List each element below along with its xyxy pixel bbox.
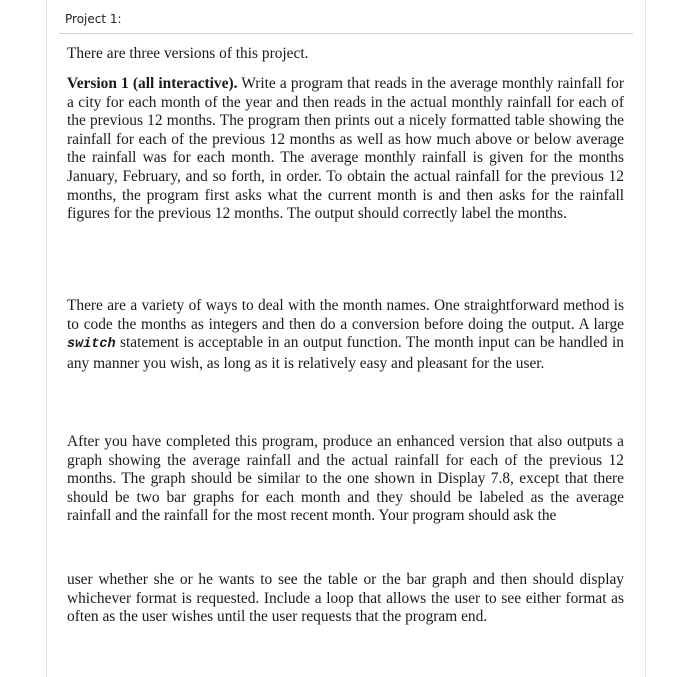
title-divider [59, 33, 633, 34]
version1-heading: Version 1 (all interactive). [67, 75, 238, 92]
para2-text-after: statement is acceptable in an output function. The month input can be handled in any manner you wish, as long as it is relatively easy and pleasant for the user. [67, 334, 624, 372]
user-choice-paragraph: user whether she or he wants to see the table or the bar graph and then should display whichever format is requested. Include a loop that allows the user to see either format as often as the user wishes until the user requests that the program end. [67, 571, 624, 626]
month-names-paragraph [67, 297, 624, 373]
para2-text-before: There are a variety of ways to deal with the month names. One straightforward method is to code the months as integers and then do a conversion before doing the output. A large [67, 297, 624, 333]
version1-text: Write a program that reads in the average monthly rainfall for a city for each month of the year and then reads in the actual monthly rainfall for each of the previous 12 months. The program then prints out a nicely formatted table showing the rainfall for each of the previous 12 months as well as how much above or below average the rainfall was for each month. The average monthly rainfall is given for the months January, February, and so forth, in order. To obtain the actual rainfall for the previous 12 months, the program first asks what the current month is and then asks for the rainfall figures for the previous 12 months. The output should correctly label the months. [67, 75, 624, 223]
project-card [46, 0, 646, 677]
version1-paragraph [67, 75, 624, 224]
page-title: Project 1: [65, 12, 122, 26]
intro-paragraph: There are three versions of this project. [67, 45, 309, 62]
enhanced-version-paragraph: After you have completed this program, produce an enhanced version that also outputs a graph showing the average rainfall and the actual rainfall for each of the previous 12 months. The graph should be similar to the one shown in Display 7.8, except that there should be two bar graphs for each month and they should be labeled as the average rainfall and the rainfall for the most recent month. Your program should ask the [67, 433, 624, 525]
switch-keyword: switch [67, 337, 116, 353]
